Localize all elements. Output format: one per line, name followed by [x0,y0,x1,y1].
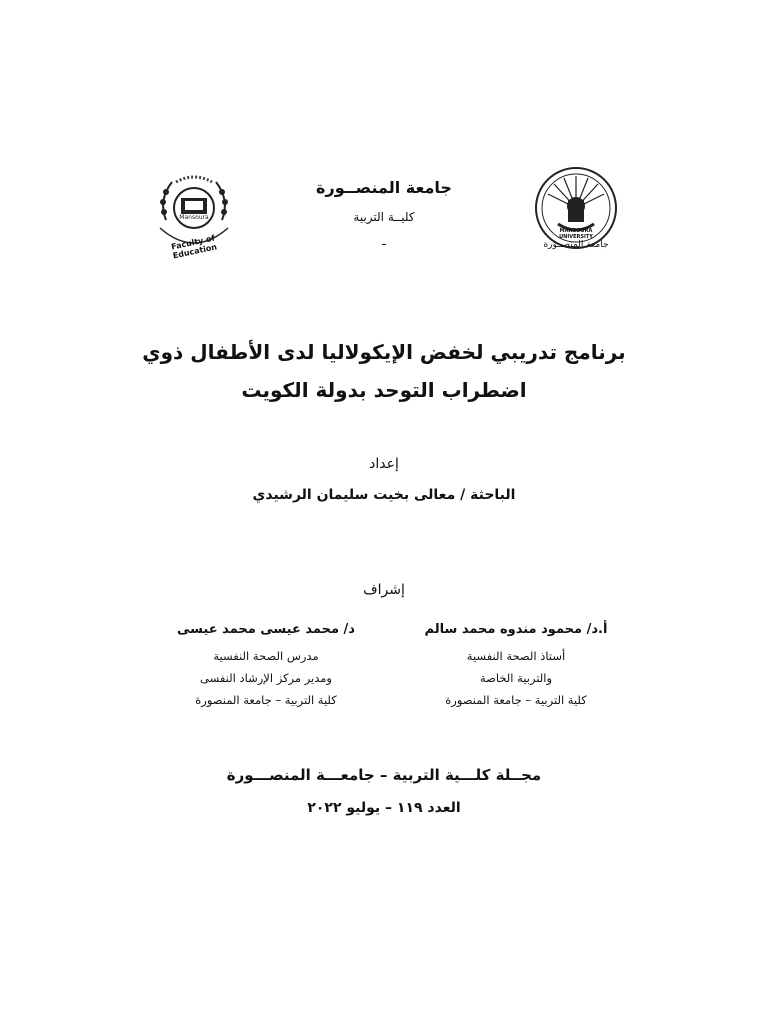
logo-left-caption: Faculty of Education [170,233,218,261]
preparation-label: إعداد [369,456,399,472]
logo-right-arabic: جامعة المنصــورة [543,240,609,250]
supervisor-2 [146,622,386,711]
header-dash: ـ [382,234,386,248]
journal-issue: العدد ١١٩ – يوليو ٢٠٢٢ [307,800,461,816]
supervisor-2-title-2: ومدير مركز الإرشاد النفسى [200,671,332,685]
supervisor-1-title-2: والتربية الخاصة [479,671,553,685]
logo-right-caption: MANSOURA UNIVERSITY [559,228,593,240]
supervisor-1-affiliation: كلية التربية – جامعة المنصورة [445,693,587,707]
supervisor-1-name: أ.د/ محمود مندوه محمد سالم [424,622,608,637]
faculty-name: كليــة التربية [353,210,415,224]
logo-left-inner-text: Mansoura [179,214,209,221]
title-line-2: اضطراب التوحد بدولة الكويت [241,378,527,402]
supervision-label: إشراف [363,582,405,598]
supervisor-1 [396,622,636,711]
supervisor-2-name: د/ محمد عيسى محمد عيسى [177,622,355,637]
journal-name: مجــلة كلـــية التربية – جامعـــة المنصـــورة [226,766,542,784]
supervisor-2-title-1: مدرس الصحة النفسية [213,649,319,663]
university-name: جامعة المنصــورة [316,178,452,197]
supervisor-1-title-1: أستاذ الصحة النفسية [466,649,566,663]
researcher-name: الباحثة / معالى بخيت سليمان الرشيدي [252,487,516,503]
supervisor-2-affiliation: كلية التربية – جامعة المنصورة [195,693,337,707]
title-line-1: برنامج تدريبي لخفض الإيكولاليا لدى الأطفال ذوي [142,340,626,364]
